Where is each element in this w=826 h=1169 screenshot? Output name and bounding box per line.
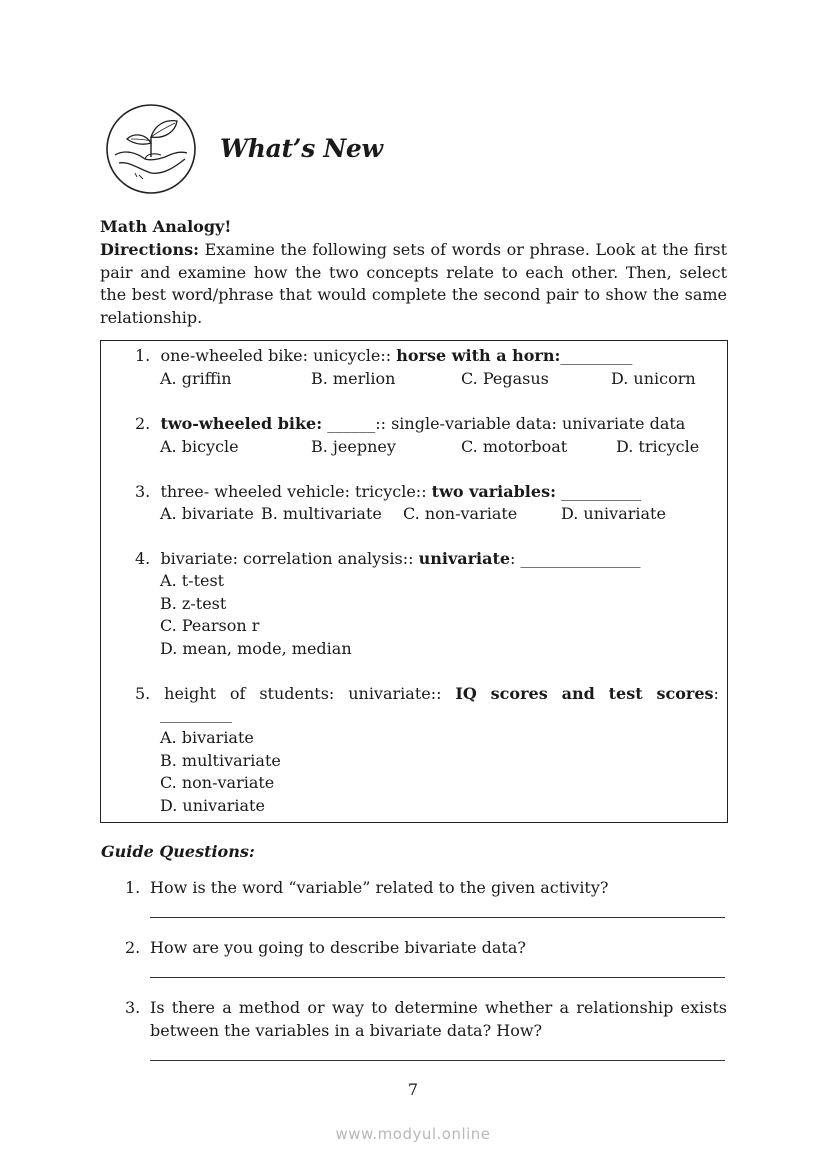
answer-line-1[interactable] <box>150 917 725 918</box>
option[interactable]: D. univariate <box>160 796 265 815</box>
guide-question-1-number: 1. <box>125 878 141 897</box>
option[interactable]: C. non-variate <box>160 773 275 792</box>
item-prompt: one-wheeled bike: unicycle:: <box>160 346 397 365</box>
option[interactable]: A. griffin <box>160 369 232 388</box>
analogy-item-3 <box>135 481 641 504</box>
option[interactable]: D. univariate <box>561 504 666 523</box>
guide-question-3-number: 3. <box>125 998 141 1017</box>
directions-text: Examine the following sets of words or phrase. Look at the first pair and examine how the two concepts relate to each other. Then, select the best word/phrase that would complete the second pair to show the same relationship. <box>100 240 727 327</box>
option[interactable]: A. bivariate <box>160 728 254 747</box>
item-prompt: three- wheeled vehicle: tricycle:: <box>160 482 432 501</box>
analogy-box <box>100 340 728 823</box>
guide-question-1: How is the word “variable” related to the given activity? <box>150 878 609 897</box>
item-number: 4. <box>135 549 151 568</box>
item-word-bold: and <box>561 684 595 703</box>
section-title: What’s New <box>220 134 383 163</box>
item-number: 2. <box>135 414 151 433</box>
item-blank: __________ <box>555 482 642 501</box>
item-word: students: <box>259 684 335 703</box>
item-word: of <box>229 684 246 703</box>
item-word: height <box>164 684 217 703</box>
option[interactable]: B. multivariate <box>261 504 382 523</box>
option[interactable]: D. unicorn <box>611 369 696 388</box>
item-prompt-bold: two-wheeled bike: <box>160 414 323 433</box>
activity-title: Math Analogy! <box>100 217 232 236</box>
option[interactable]: B. multivariate <box>160 751 281 770</box>
answer-line-2[interactable] <box>150 977 725 978</box>
option[interactable]: B. jeepney <box>311 437 396 456</box>
option[interactable]: A. bicycle <box>160 437 239 456</box>
item-prompt-bold: horse with a horn: <box>396 346 561 365</box>
option[interactable]: C. motorboat <box>461 437 568 456</box>
item-word-bold: IQ <box>455 684 477 703</box>
option[interactable]: D. tricycle <box>616 437 700 456</box>
item-prompt-bold: two variables: <box>431 482 556 501</box>
item-number: 1. <box>135 346 151 365</box>
guide-question-3-line-1: Is there a method or way to determine whether a relationship exists <box>150 998 727 1017</box>
directions-paragraph <box>100 239 727 329</box>
plant-in-hand-icon <box>105 103 197 195</box>
analogy-item-1 <box>135 345 632 368</box>
directions-label: Directions: <box>100 240 199 259</box>
item-number: 3. <box>135 482 151 501</box>
option[interactable]: A. t-test <box>160 571 225 590</box>
guide-questions-heading: Guide Questions: <box>101 842 255 861</box>
watermark: www.modyul.online <box>335 1125 491 1143</box>
item-prompt-bold: univariate <box>418 549 511 568</box>
guide-question-2: How are you going to describe bivariate data? <box>150 938 526 957</box>
option[interactable]: C. non-variate <box>403 504 518 523</box>
item-word: univariate:: <box>348 684 442 703</box>
analogy-item-2 <box>135 413 685 436</box>
item-colon: : <box>713 684 719 703</box>
option[interactable]: C. Pegasus <box>461 369 549 388</box>
item-word-bold: scores <box>656 684 714 703</box>
item-word-bold: test <box>608 684 643 703</box>
item-prompt: ______:: single-variable data: univariate data <box>322 414 686 433</box>
guide-question-3-line-2: between the variables in a bivariate data? How? <box>150 1021 543 1040</box>
option[interactable]: D. mean, mode, median <box>160 639 352 658</box>
item-blank: _________ <box>160 704 232 723</box>
option[interactable]: B. merlion <box>311 369 396 388</box>
analogy-item-4 <box>135 548 641 571</box>
option[interactable]: C. Pearson r <box>160 616 260 635</box>
item-prompt: bivariate: correlation analysis:: <box>160 549 419 568</box>
item-number: 5. <box>135 684 151 703</box>
answer-line-3[interactable] <box>150 1060 725 1061</box>
page-number: 7 <box>407 1080 419 1099</box>
option[interactable]: A. bivariate <box>160 504 254 523</box>
item-word-bold: scores <box>490 684 548 703</box>
item-last-word <box>657 683 719 706</box>
item-blank: _________ <box>560 346 633 365</box>
option[interactable]: B. z-test <box>160 594 227 613</box>
guide-question-2-number: 2. <box>125 938 141 957</box>
item-blank: : _______________ <box>510 549 641 568</box>
